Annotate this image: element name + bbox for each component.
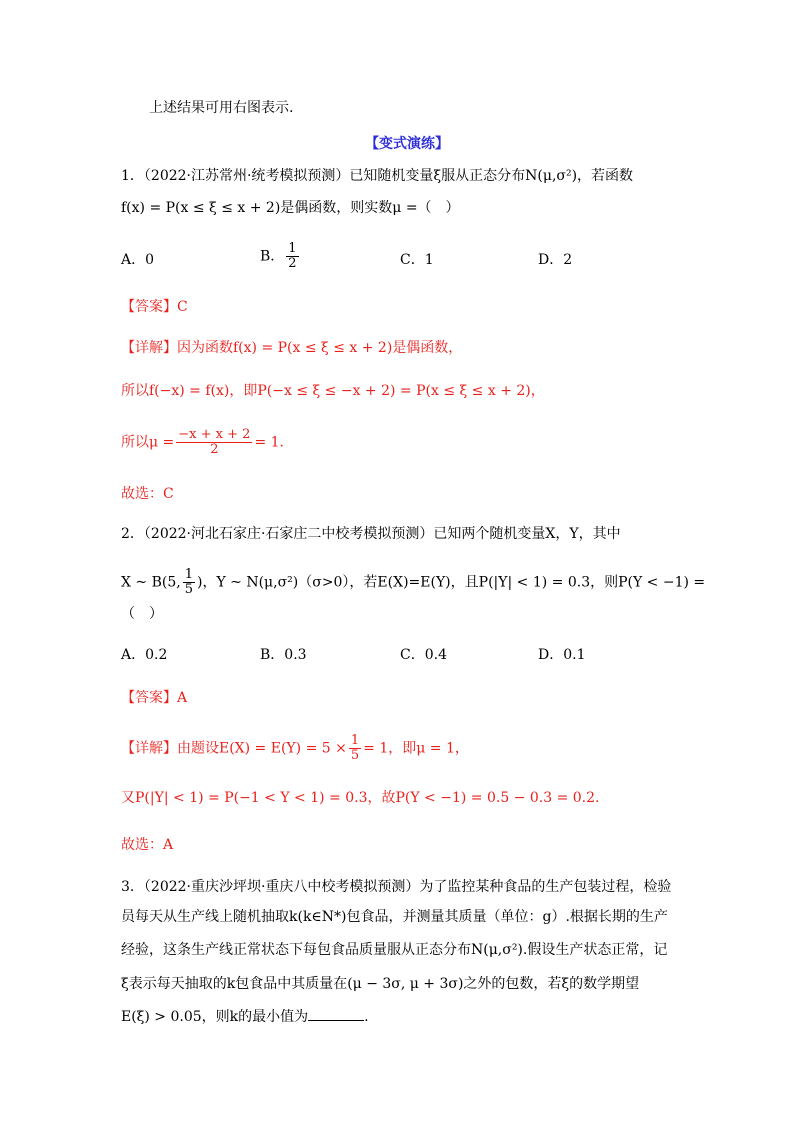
q2-answer: 【答案】A bbox=[121, 690, 188, 706]
q2-option-d: D．0.1 bbox=[538, 647, 586, 663]
q1-answer: 【答案】C bbox=[121, 299, 188, 315]
q2-stem-line2 bbox=[121, 568, 705, 597]
q3-stem-line5 bbox=[121, 1006, 369, 1027]
q1-select: 故选：C bbox=[121, 486, 174, 502]
q2-option-c: C．0.4 bbox=[400, 647, 447, 663]
fraction-denominator: 5 bbox=[350, 748, 360, 763]
q1-option-d: D．2 bbox=[538, 252, 573, 268]
q2-select: 故选：A bbox=[121, 837, 174, 853]
q2-line2-fraction bbox=[183, 568, 195, 597]
q1-detail3-fraction bbox=[176, 428, 252, 457]
q3-stem-line4: ξ表示每天抽取的k包食品中其质量在(μ − 3σ, μ + 3σ)之外的包数，若ξ的数学期望 bbox=[121, 976, 640, 992]
q3-stem-line1: 3．（2022·重庆沙坪坝·重庆八中校考模拟预测）为了监控某种食品的生产包装过程，检验 bbox=[121, 879, 672, 895]
q1-detail-line3 bbox=[121, 428, 284, 457]
answer-blank bbox=[308, 1006, 364, 1021]
fraction-denominator: 2 bbox=[288, 256, 297, 271]
q3-stem-line2: 员每天从生产线上随机抽取k(k∈N*)包食品，并测量其质量（单位：g）.根据长期的生产 bbox=[121, 909, 668, 925]
fraction-numerator: 1 bbox=[184, 567, 193, 582]
fraction-numerator: 1 bbox=[288, 241, 297, 256]
intro-text: 上述结果可用右图表示. bbox=[149, 100, 294, 116]
q2-detail1-a: 【详解】由题设E(X) = E(Y) = 5 × bbox=[121, 740, 347, 757]
q2-line2-b: )，Y ~ N(μ,σ²)（σ>0），若E(X)=E(Y)，且P(|Y| < 1) = 0.3，则P(Y < −1) = bbox=[197, 574, 706, 591]
q2-detail1-b: = 1，即μ = 1， bbox=[363, 740, 469, 757]
q2-option-b: B．0.3 bbox=[260, 647, 307, 663]
q3-stem-line3: 经验，这条生产线正常状态下每包食品质量服从正态分布N(μ,σ²).假设生产状态正常，记 bbox=[121, 942, 668, 958]
q2-detail1-fraction bbox=[349, 734, 361, 763]
q1-stem-line1: 1．（2022·江苏常州·统考模拟预测）已知随机变量ξ服从正态分布N(μ,σ²)，若函数 bbox=[121, 168, 634, 184]
q1-option-c: C．1 bbox=[400, 252, 434, 268]
fraction-denominator: 5 bbox=[184, 582, 193, 597]
fraction-numerator: 1 bbox=[350, 733, 360, 748]
fraction-denominator: 2 bbox=[210, 442, 219, 457]
q1-detail3-post: = 1. bbox=[254, 434, 284, 451]
section-title: 【变式演练】 bbox=[365, 136, 449, 152]
q1-detail-line2: 所以f(−x) = f(x)，即P(−x ≤ ξ ≤ −x + 2) = P(x ≤ ξ ≤ x + 2)， bbox=[121, 383, 545, 399]
q3-line5-a: E(ξ) > 0.05，则k的最小值为 bbox=[121, 1009, 309, 1025]
q2-line2-a: X ~ B(5, bbox=[121, 574, 181, 591]
q1-option-b bbox=[260, 242, 301, 271]
q1-option-a: A．0 bbox=[121, 252, 155, 268]
q1-detail-line1: 【详解】因为函数f(x) = P(x ≤ ξ ≤ x + 2)是偶函数， bbox=[121, 340, 463, 356]
q1-detail3-pre: 所以μ = bbox=[121, 434, 175, 451]
q3-line5-b: . bbox=[364, 1009, 369, 1025]
q1-option-b-label: B． bbox=[260, 248, 285, 265]
q2-stem-line1: 2．（2022·河北石家庄·石家庄二中校考模拟预测）已知两个随机变量X，Y，其中 bbox=[121, 526, 621, 542]
q2-option-a: A．0.2 bbox=[121, 647, 168, 663]
q2-stem-line3: （ ） bbox=[121, 606, 163, 622]
q1-option-b-fraction bbox=[286, 242, 298, 271]
fraction-numerator: −x + x + 2 bbox=[178, 427, 251, 442]
q2-detail-line2: 又P(|Y| < 1) = P(−1 < Y < 1) = 0.3，故P(Y < −1) = 0.5 − 0.3 = 0.2. bbox=[121, 790, 600, 806]
q1-stem-line2: f(x) = P(x ≤ ξ ≤ x + 2)是偶函数，则实数μ =（ ） bbox=[121, 200, 460, 216]
q2-detail-line1 bbox=[121, 734, 469, 763]
